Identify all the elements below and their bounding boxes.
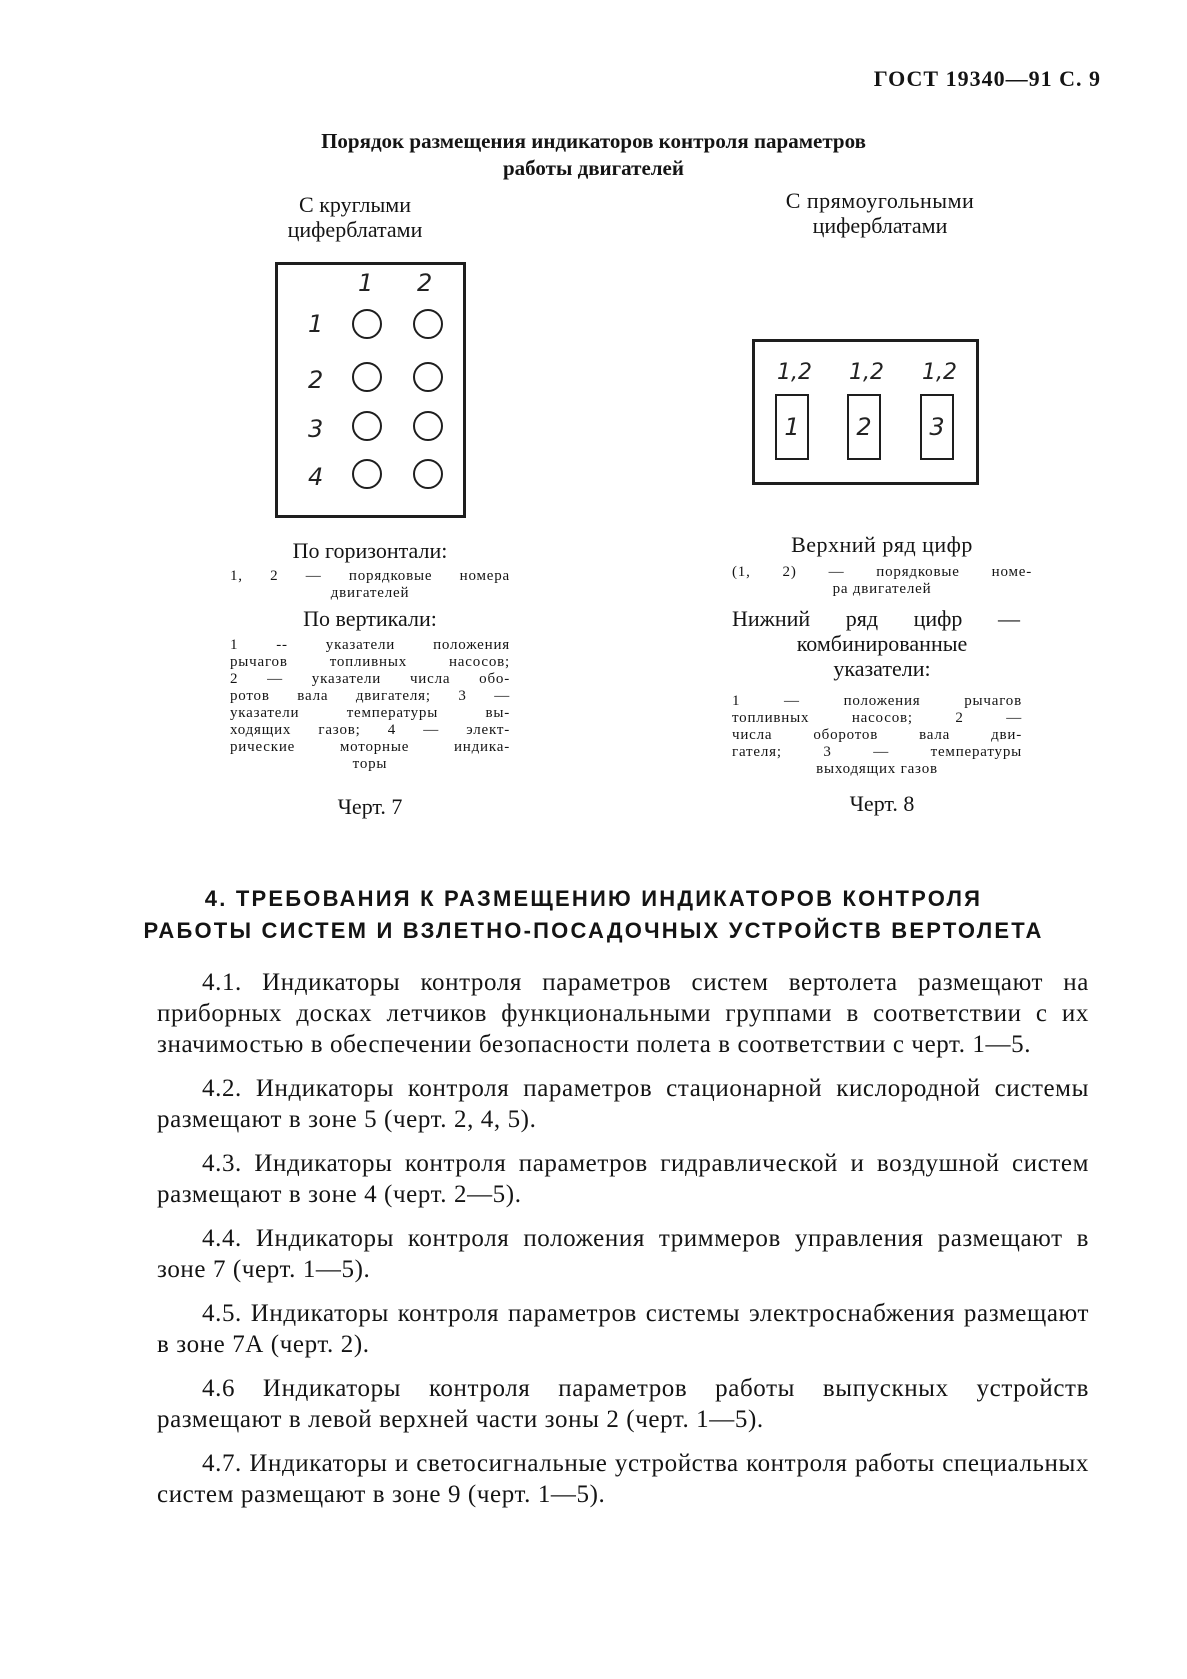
chart8-top-label: 1,2 [922, 360, 957, 385]
round-dial-indicator [413, 459, 443, 489]
figure-title-line1: Порядок размещения индикаторов контроля параметров [321, 129, 866, 153]
legend-line: указатели температуры вы- [230, 705, 510, 721]
legend-line: ходящих газов; 4 — элект- [230, 722, 510, 738]
chart8-lower-legend-text [732, 693, 1022, 778]
rect-dial-indicator: 2 [847, 394, 881, 460]
chart8-lower-title: указатели: [833, 656, 931, 681]
chart7-round-dial-panel [275, 262, 466, 518]
section-heading-line1: 4. ТРЕБОВАНИЯ К РАЗМЕЩЕНИЮ ИНДИКАТОРОВ КОНТРОЛЯ [204, 886, 983, 911]
chart7-heading-line1: С круглыми [299, 192, 411, 217]
chart8-upper-title: Верхний ряд цифр [791, 532, 973, 557]
legend-line: 2 — указатели числа обо- [230, 671, 510, 687]
round-dial-indicator [352, 309, 382, 339]
chart7-legend-vertical-title: По вертикали: [303, 606, 437, 631]
chart7-col-label: 2 [417, 269, 433, 297]
legend-line: выходящих газов [816, 761, 938, 777]
chart7-row-label: 2 [308, 366, 324, 394]
chart7-row-label: 3 [308, 415, 324, 443]
round-dial-indicator [413, 309, 443, 339]
chart7-row-label: 4 [308, 463, 324, 491]
chart8-lower-title: Нижний ряд цифр — [732, 606, 1020, 631]
chart7-legend-horizontal-line: двигателей [330, 585, 410, 601]
section-body [157, 967, 1089, 1523]
chart7-caption: Черт. 7 [337, 794, 403, 819]
paragraph-4-7: 4.7. Индикаторы и светосигнальные устройства контроля работы специальных систем размещают в зоне 9 (черт. 1—5). [157, 1450, 1089, 1508]
legend-line: торы [352, 756, 388, 772]
paragraph-4-1: 4.1. Индикаторы контроля параметров систем вертолета размещают на приборных досках летчиков функциональными группами в соответствии с их значимостью в обеспечении безопасности полета в соответствии с черт. 1—5. [157, 969, 1089, 1058]
chart7-legend-vertical-text [230, 637, 510, 773]
section-heading-line2: РАБОТЫ СИСТЕМ И ВЗЛЕТНО-ПОСАДОЧНЫХ УСТРОЙСТВ ВЕРТОЛЕТА [143, 918, 1044, 943]
chart8-upper-line: (1, 2) — порядковые номе- [732, 564, 1032, 580]
chart7-row-label: 1 [308, 310, 324, 338]
round-dial-indicator [352, 411, 382, 441]
chart7-heading-line2: циферблатами [287, 217, 423, 242]
round-dial-indicator [413, 411, 443, 441]
round-dial-indicator [413, 362, 443, 392]
round-dial-indicator [352, 362, 382, 392]
legend-line: рычагов топливных насосов; [230, 654, 510, 670]
chart8-heading-line2: циферблатами [812, 213, 948, 238]
legend-line: 1 — положения рычагов [732, 693, 1022, 709]
paragraph-4-4: 4.4. Индикаторы контроля положения триммеров управления размещают в зоне 7 (черт. 1—5). [157, 1225, 1089, 1283]
round-dial-indicator [352, 459, 382, 489]
rect-dial-indicator: 3 [920, 394, 954, 460]
legend-line: ротов вала двигателя; 3 — [230, 688, 510, 704]
legend-line: 1 -- указатели положения [230, 637, 510, 653]
chart8-caption: Черт. 8 [849, 791, 915, 816]
chart7-legend-horizontal-line: 1, 2 — порядковые номера [230, 568, 510, 584]
legend-line: топливных насосов; 2 — [732, 710, 1022, 726]
chart8-rect-dial-panel [752, 339, 979, 485]
figure-title-line2: работы двигателей [503, 156, 684, 180]
legend-line: гателя; 3 — температуры [732, 744, 1022, 760]
legend-line: рические моторные индика- [230, 739, 510, 755]
paragraph-4-5: 4.5. Индикаторы контроля параметров системы электроснабжения размещают в зоне 7А (черт. 2). [157, 1300, 1089, 1358]
paragraph-4-3: 4.3. Индикаторы контроля параметров гидравлической и воздушной систем размещают в зоне 4 (черт. 2—5). [157, 1150, 1089, 1208]
paragraph-4-2: 4.2. Индикаторы контроля параметров стационарной кислородной системы размещают в зоне 5 (черт. 2, 4, 5). [157, 1075, 1089, 1133]
chart8-heading-line1: С прямоугольными [785, 188, 975, 213]
legend-line: числа оборотов вала дви- [732, 727, 1022, 743]
chart8-top-label: 1,2 [849, 360, 884, 385]
paragraph-4-6: 4.6 Индикаторы контроля параметров работы выпускных устройств размещают в левой верхней части зоны 2 (черт. 1—5). [157, 1375, 1089, 1433]
chart7-col-label: 1 [358, 269, 374, 297]
chart7-legend-horizontal-title: По горизонтали: [292, 538, 448, 563]
chart8-top-label: 1,2 [777, 360, 812, 385]
rect-dial-indicator: 1 [775, 394, 809, 460]
page-header-code: ГОСТ 19340—91 С. 9 [873, 66, 1101, 91]
chart8-lower-title: комбинированные [796, 631, 968, 656]
chart8-upper-line: ра двигателей [832, 581, 932, 597]
